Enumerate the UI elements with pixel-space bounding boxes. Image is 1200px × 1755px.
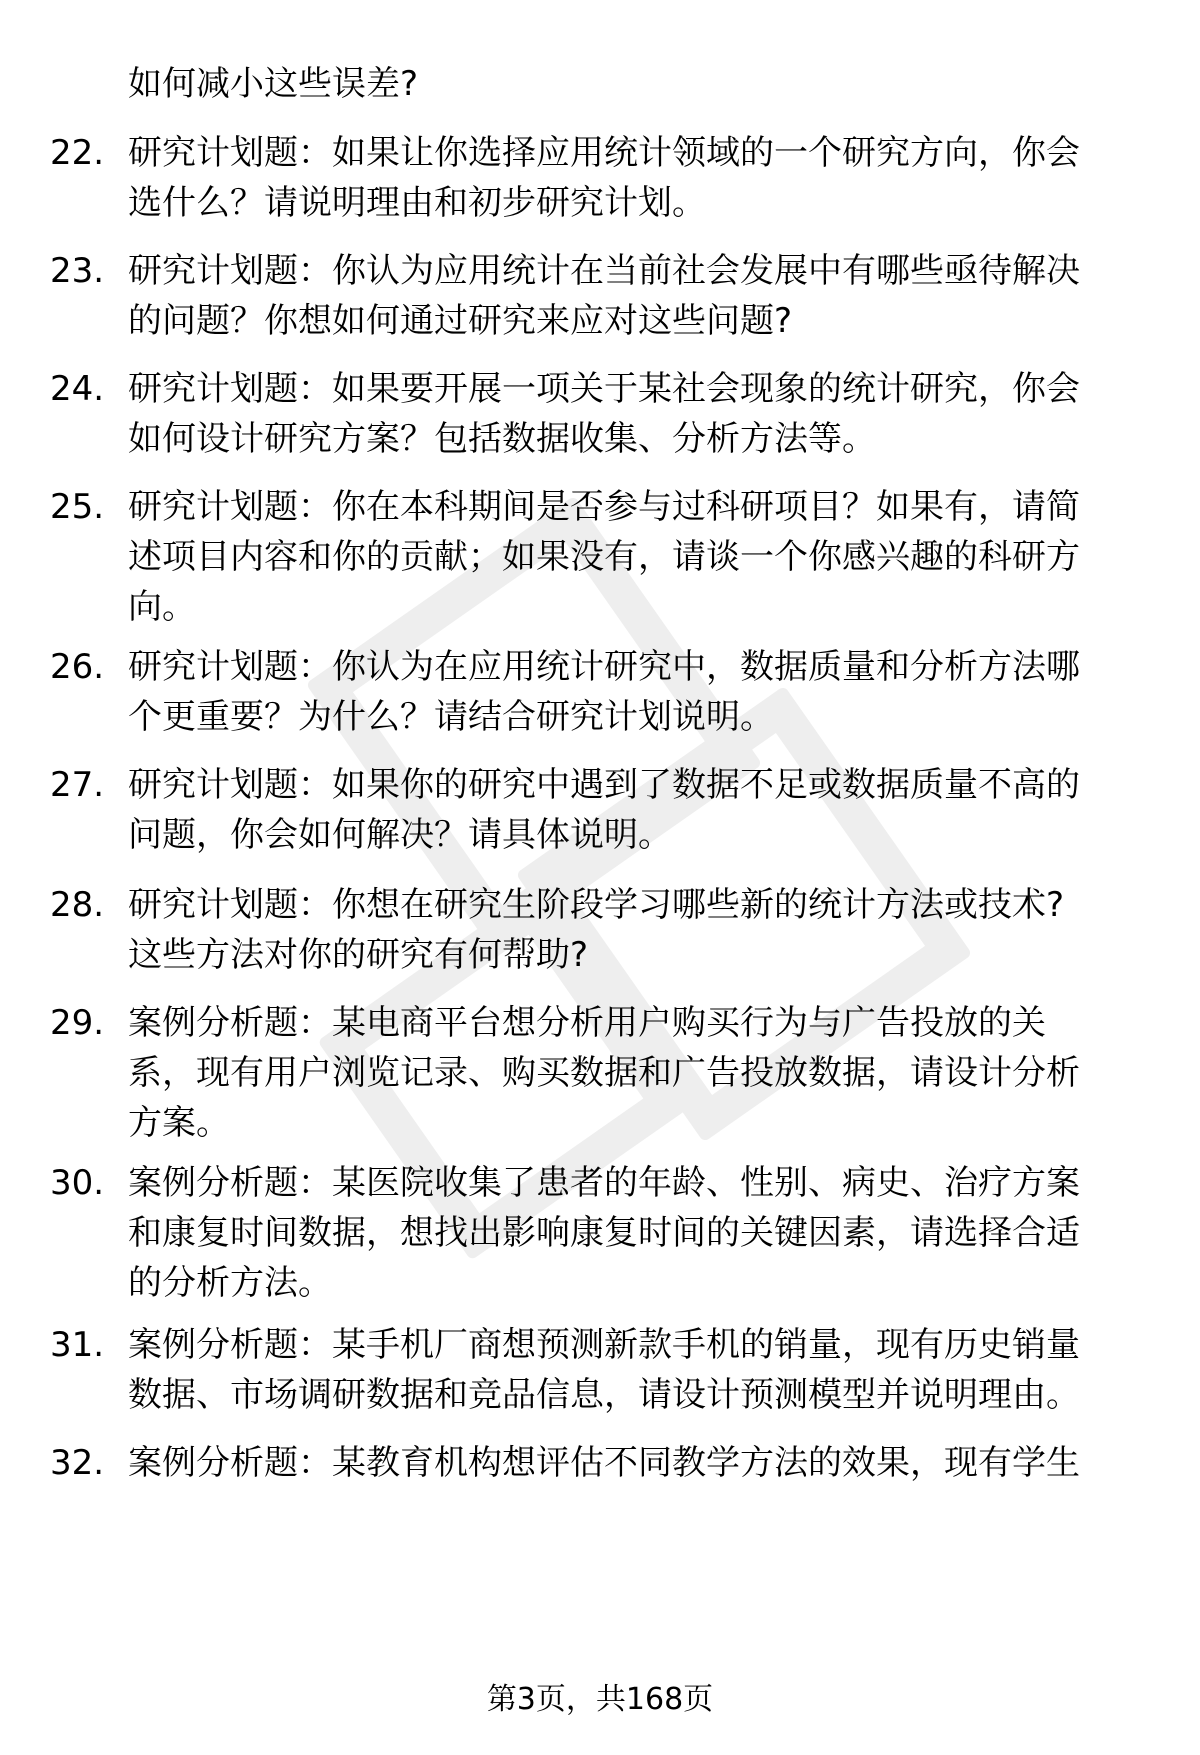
item-text [128, 246, 1130, 346]
text-line: 述项目内容和你的贡献；如果没有，请谈一个你感兴趣的科研方 [128, 537, 1080, 577]
list-item-32 [50, 1438, 1130, 1488]
list-item-30 [50, 1158, 1130, 1308]
text-line: 的分析方法。 [128, 1263, 332, 1303]
text-line: 如何设计研究方案？包括数据收集、分析方法等。 [128, 419, 876, 459]
list-item-29 [50, 998, 1130, 1148]
text-line: 的问题？你想如何通过研究来应对这些问题? [128, 301, 793, 341]
list-item-22 [50, 128, 1130, 228]
page-footer: 第3页，共168页 [486, 1682, 714, 1717]
item-text [128, 1438, 1130, 1488]
text-line: 研究计划题：如果你的研究中遇到了数据不足或数据质量不高的 [128, 765, 1080, 805]
item-number: 32. [50, 1443, 105, 1483]
text-line: 研究计划题：你认为在应用统计研究中，数据质量和分析方法哪 [128, 647, 1080, 687]
text-line: 研究计划题：如果让你选择应用统计领域的一个研究方向，你会 [128, 133, 1080, 173]
list-item-28 [50, 880, 1130, 980]
item-text [128, 880, 1130, 980]
list-item-24 [50, 364, 1130, 464]
item-text [128, 128, 1130, 228]
item-number: 23. [50, 251, 105, 291]
item-number: 22. [50, 133, 105, 173]
item-number: 29. [50, 1003, 105, 1043]
text-line: 个更重要？为什么？请结合研究计划说明。 [128, 697, 774, 737]
text-line: 研究计划题：你想在研究生阶段学习哪些新的统计方法或技术? [128, 885, 1065, 925]
text-line: 这些方法对你的研究有何帮助? [128, 935, 589, 975]
text-line: 研究计划题：你在本科期间是否参与过科研项目？如果有，请简 [128, 487, 1080, 527]
item-number: 24. [50, 369, 105, 409]
item-text [128, 1158, 1130, 1308]
item-number: 30. [50, 1163, 105, 1203]
item-text [128, 482, 1130, 632]
list-item-27 [50, 760, 1130, 860]
item-number: 31. [50, 1325, 105, 1365]
item-text [128, 642, 1130, 742]
item-number: 27. [50, 765, 105, 805]
text-line: 数据、市场调研数据和竞品信息，请设计预测模型并说明理由。 [128, 1375, 1080, 1415]
text-line: 和康复时间数据，想找出影响康复时间的关键因素，请选择合适 [128, 1213, 1080, 1253]
text-line: 系，现有用户浏览记录、购买数据和广告投放数据，请设计分析 [128, 1053, 1080, 1093]
item-text [128, 364, 1130, 464]
item-number: 26. [50, 647, 105, 687]
text-line: 研究计划题：如果要开展一项关于某社会现象的统计研究，你会 [128, 369, 1080, 409]
text-line: 案例分析题：某医院收集了患者的年龄、性别、病史、治疗方案 [128, 1163, 1080, 1203]
list-item-26 [50, 642, 1130, 742]
text-line: 选什么？请说明理由和初步研究计划。 [128, 183, 706, 223]
item-text [128, 998, 1130, 1148]
text-line: 研究计划题：你认为应用统计在当前社会发展中有哪些亟待解决 [128, 251, 1080, 291]
text-line: 案例分析题：某手机厂商想预测新款手机的销量，现有历史销量 [128, 1325, 1080, 1365]
list-item-23 [50, 246, 1130, 346]
item-number: 28. [50, 885, 105, 925]
text-line: 向。 [128, 587, 196, 627]
item-text [128, 760, 1130, 860]
list-item-25 [50, 482, 1130, 632]
text-line: 方案。 [128, 1103, 230, 1143]
list-item-31 [50, 1320, 1130, 1420]
text-line: 问题，你会如何解决？请具体说明。 [128, 815, 672, 855]
text-line: 案例分析题：某教育机构想评估不同教学方法的效果，现有学生 [128, 1443, 1080, 1483]
text-line: 案例分析题：某电商平台想分析用户购买行为与广告投放的关 [128, 1003, 1046, 1043]
item-text [128, 1320, 1130, 1420]
continuation-line: 如何减小这些误差? [128, 64, 419, 104]
item-number: 25. [50, 487, 105, 527]
